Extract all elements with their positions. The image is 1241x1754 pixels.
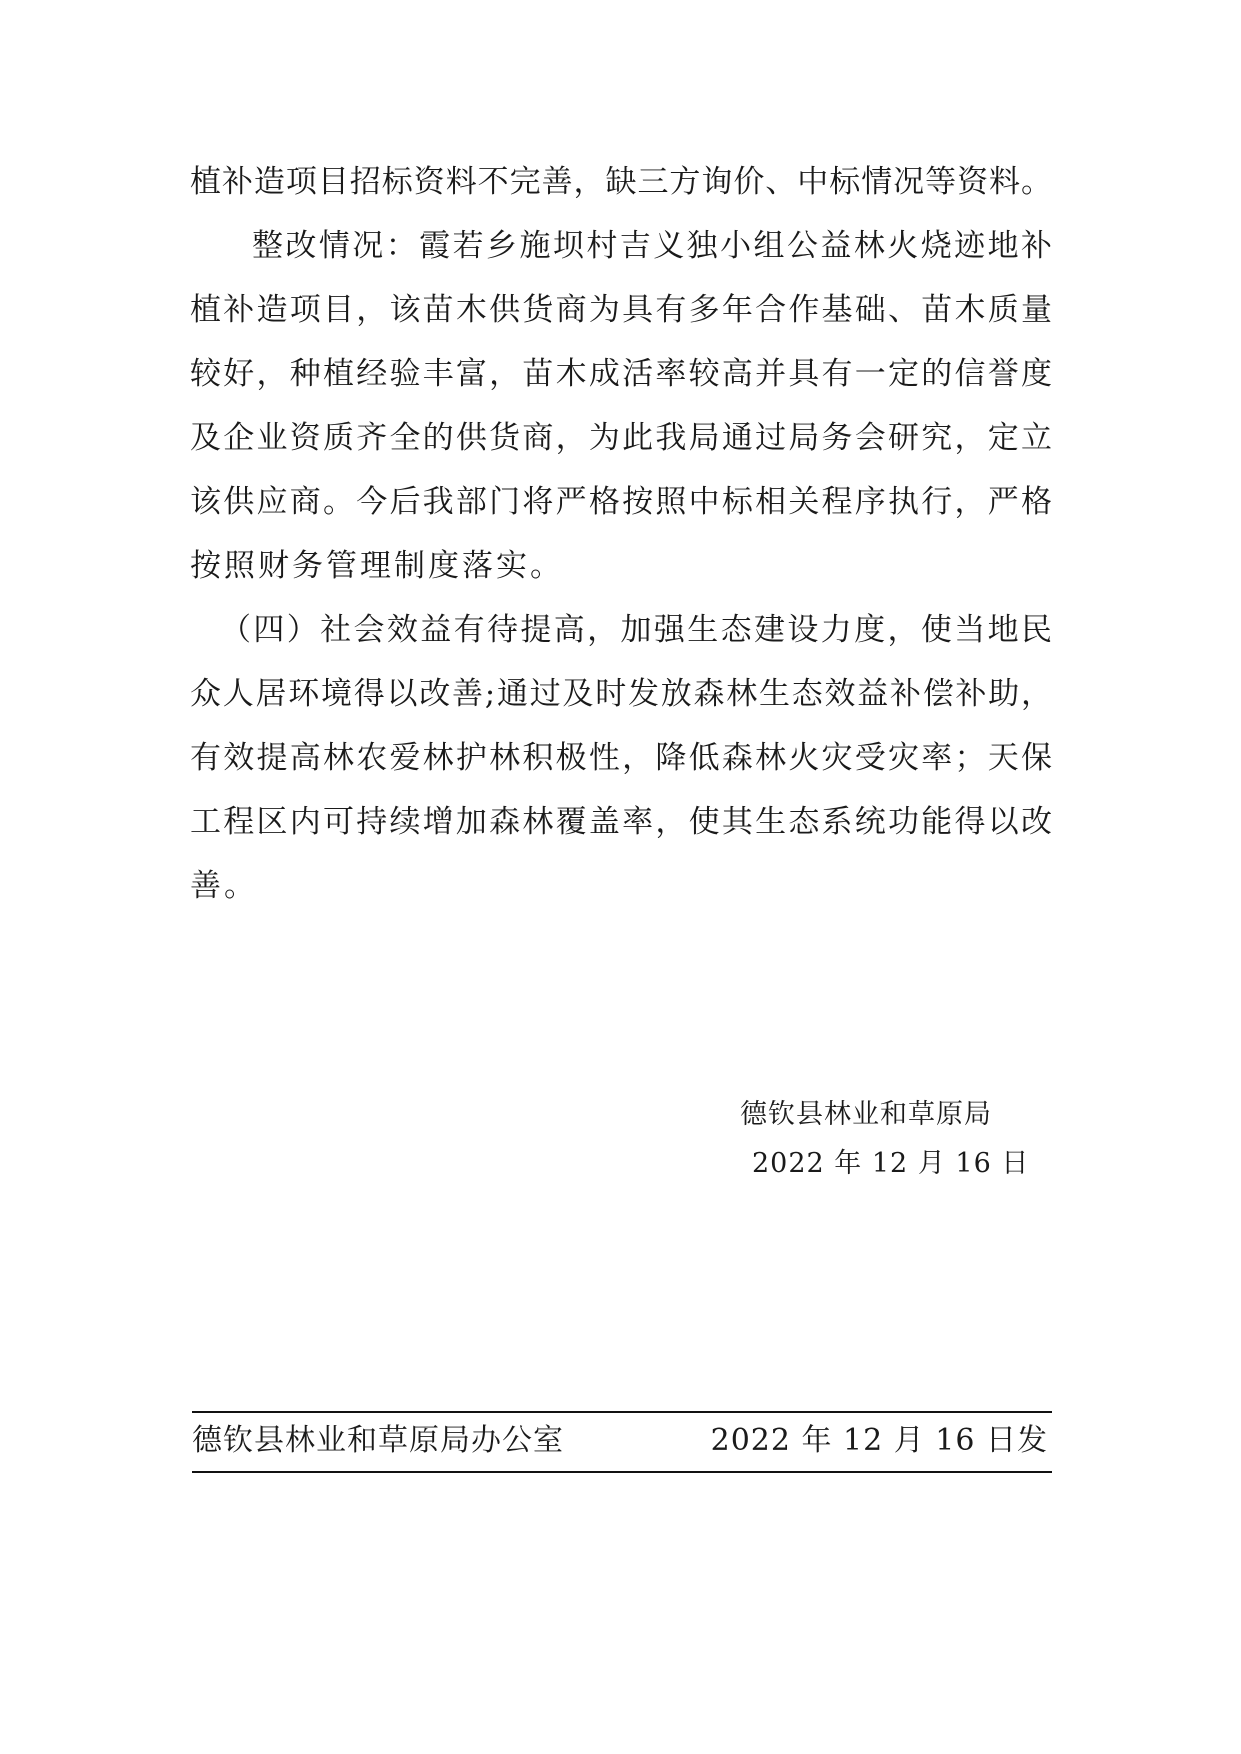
document-body [190,150,1052,918]
body-line: 该供应商。今后我部门将严格按照中标相关程序执行，严格 [190,484,1052,520]
body-line: 善。 [190,868,258,904]
body-line: 植补造项目招标资料不完善，缺三方询价、中标情况等资料。 [190,164,1052,200]
body-line: 众人居环境得以改善;通过及时发放森林生态效益补偿补助， [190,676,1052,712]
signature-date: 2022 年 12 月 16 日 [752,1148,1030,1179]
body-line: 较好，种植经验丰富，苗木成活率较高并具有一定的信誉度 [190,356,1052,392]
body-line: 及企业资质齐全的供货商，为此我局通过局务会研究，定立 [190,420,1052,456]
footer-bottom-rule [192,1471,1052,1473]
body-line: （四）社会效益有待提高，加强生态建设力度，使当地民 [220,612,1052,648]
body-line: 整改情况：霞若乡施坝村吉义独小组公益林火烧迹地补 [252,228,1052,264]
footer-issuing-office: 德钦县林业和草原局办公室 [192,1423,564,1458]
document-footer [192,1411,1052,1471]
body-line: 工程区内可持续增加森林覆盖率，使其生态系统功能得以改 [190,804,1052,840]
body-line: 按照财务管理制度落实。 [190,548,564,584]
body-line: 植补造项目，该苗木供货商为具有多年合作基础、苗木质量 [190,292,1052,328]
footer-top-rule [192,1411,1052,1413]
footer-issue-date: 2022 年 12 月 16 日发 [710,1423,1048,1458]
signature-organization: 德钦县林业和草原局 [740,1099,992,1130]
body-line: 有效提高林农爱林护林积极性，降低森林火灾受灾率；天保 [190,740,1052,776]
